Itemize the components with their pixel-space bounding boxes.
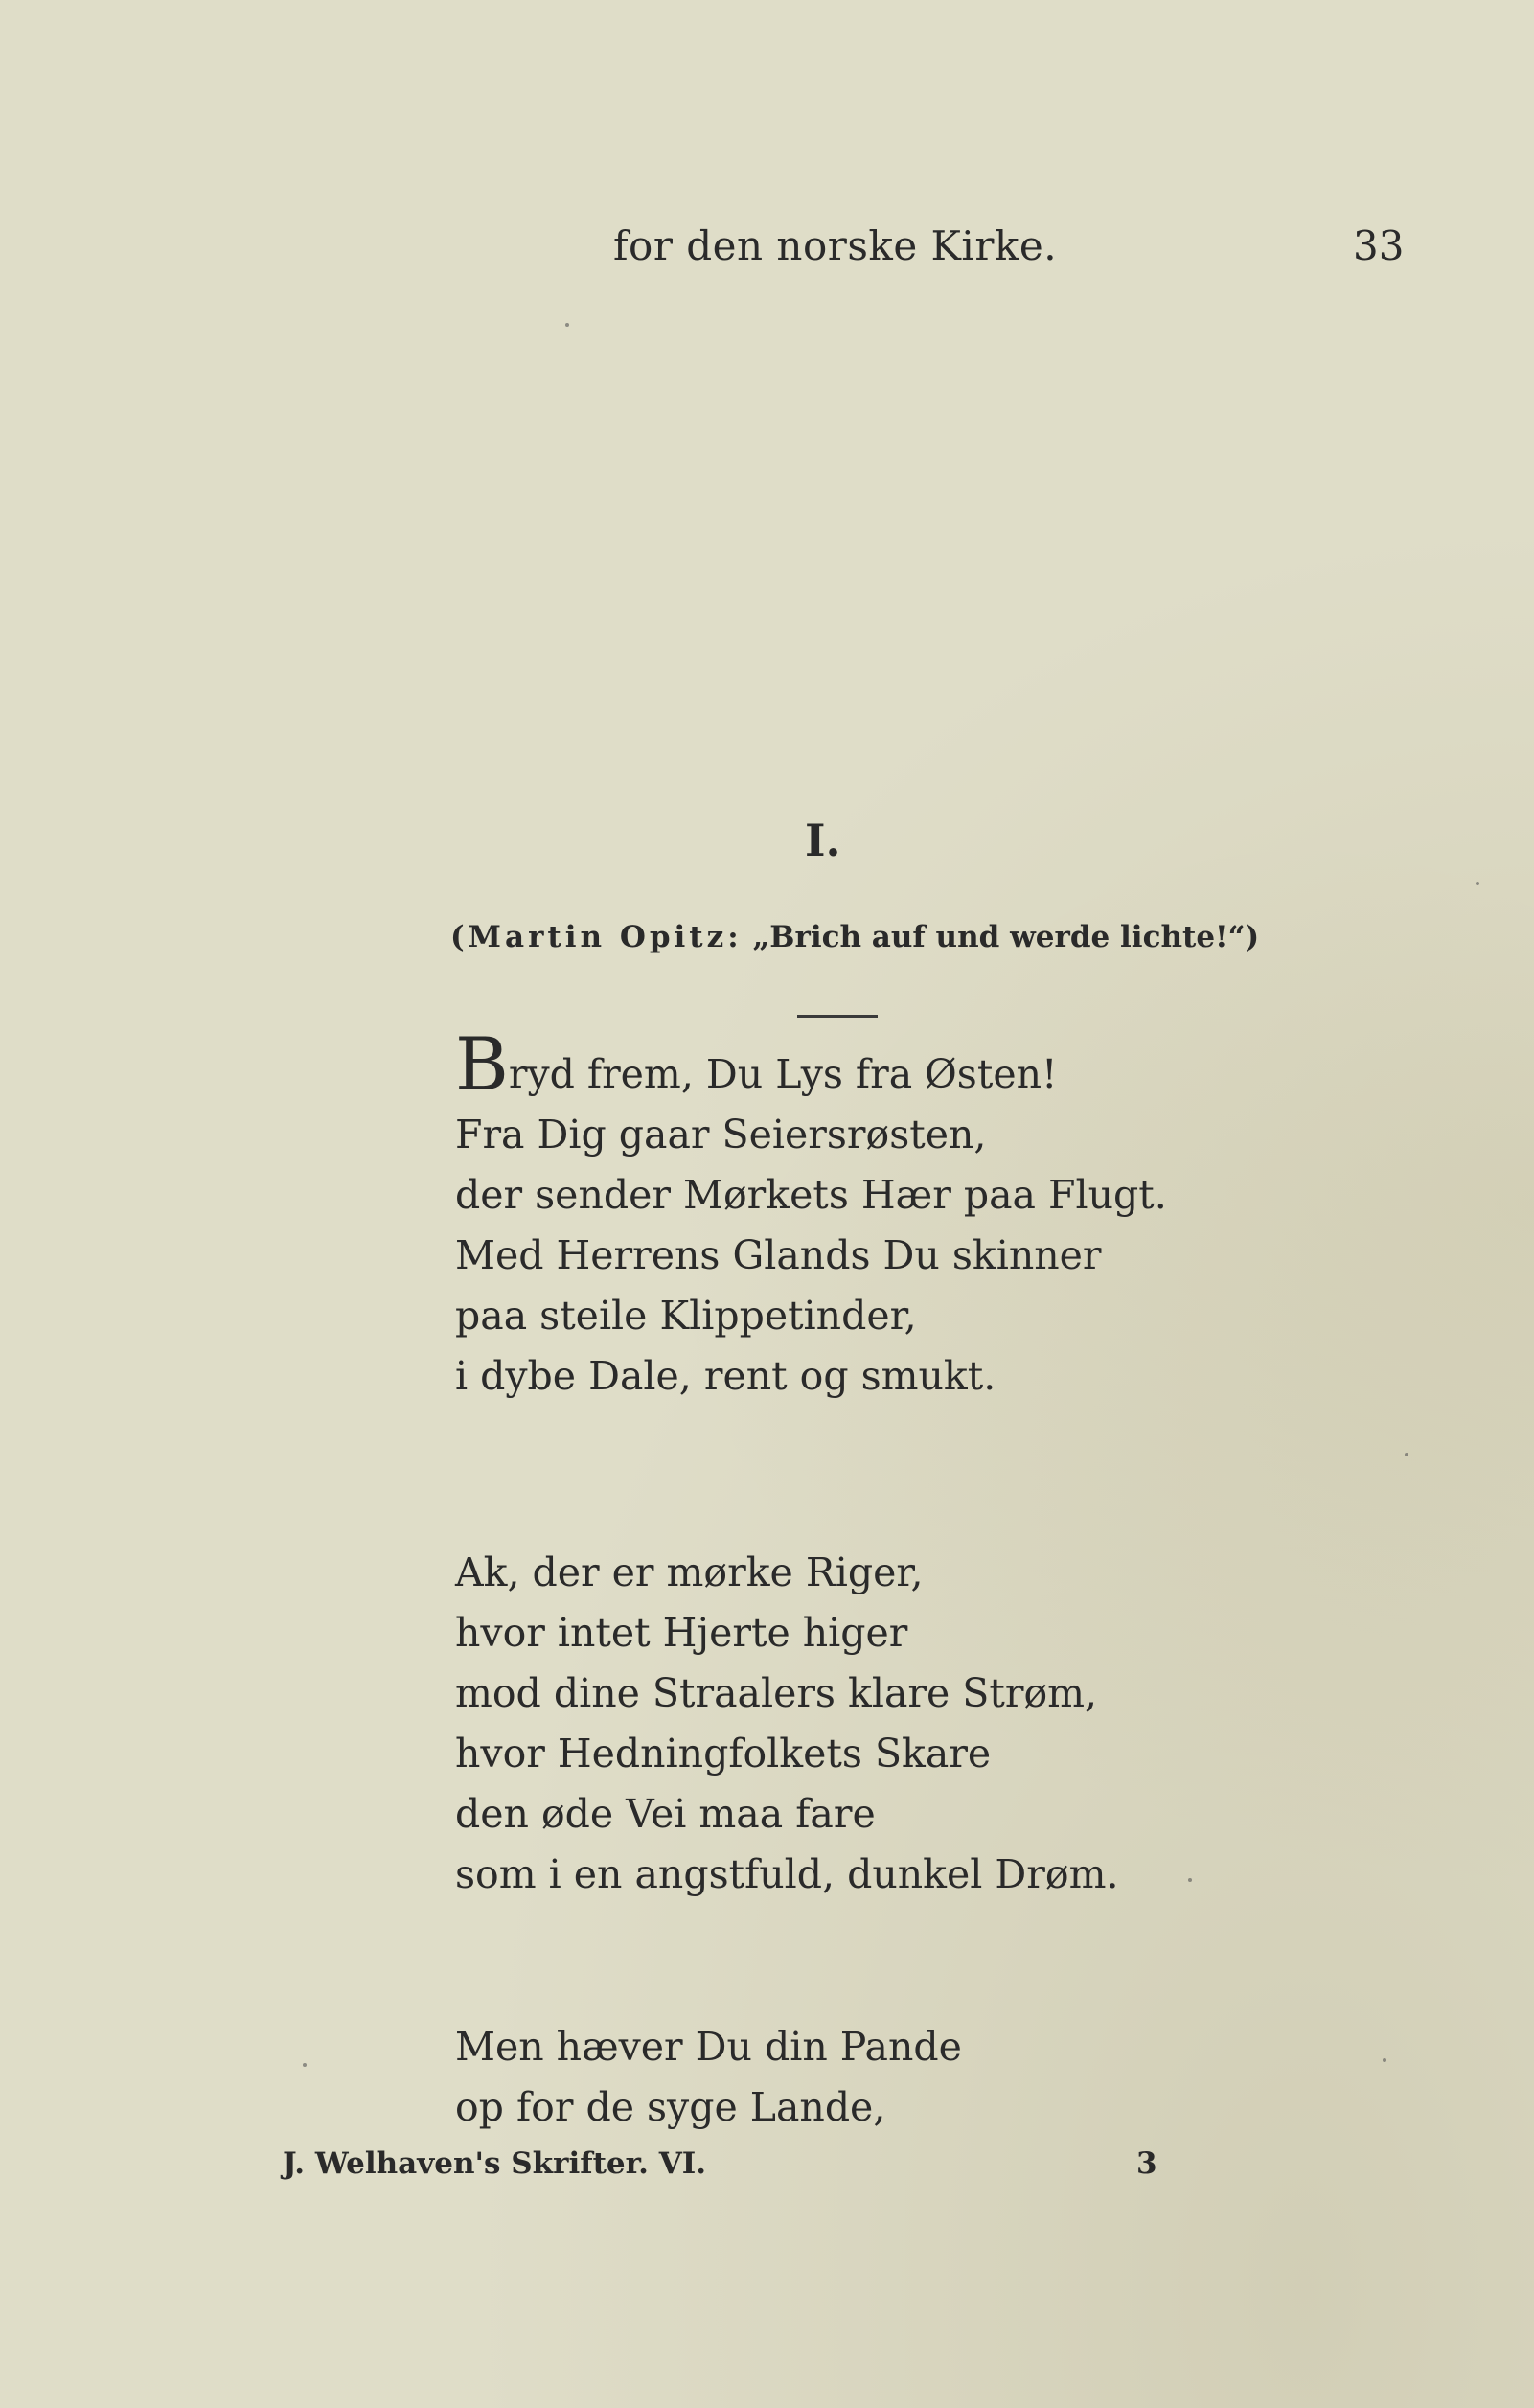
poem-line: Fra Dig gaar Seiersrøsten,: [455, 1112, 987, 1158]
poem-line: Men hæver Du din Pande: [455, 2024, 962, 2070]
poem-line: der sender Mørkets Hær paa Flugt.: [455, 1172, 1167, 1218]
paper-speck: [303, 2063, 307, 2067]
stanza-2: [455, 1543, 1118, 1905]
page-number: 33: [1353, 222, 1405, 269]
poem-line: op for de syge Lande,: [455, 2084, 886, 2130]
paper-speck: [1188, 1878, 1192, 1882]
poem-line: den øde Vei maa fare: [455, 1791, 876, 1837]
poem-line: paa steile Klippetinder,: [455, 1293, 917, 1339]
paper-speck: [1383, 2058, 1386, 2062]
source-author: (Martin Opitz:: [450, 920, 743, 954]
sheet-number: 3: [1136, 2146, 1157, 2181]
poem-line: som i en angstfuld, dunkel Drøm.: [455, 1851, 1119, 1897]
section-numeral: I.: [805, 814, 841, 866]
poem-line: Ak, der er mørke Riger,: [455, 1549, 924, 1595]
poem-line: hvor intet Hjerte higer: [455, 1610, 908, 1656]
first-line-text: ryd frem, Du Lys fra Østen!: [508, 1051, 1058, 1097]
source-attribution: [450, 920, 1259, 954]
stanza-1: [455, 1021, 1167, 1407]
running-header: for den norske Kirke.: [613, 222, 1058, 269]
poem-line: [455, 1021, 1167, 1107]
poem-line: hvor Hedningfolkets Skare: [455, 1731, 992, 1777]
paper-speck: [1476, 882, 1479, 885]
poem-line: mod dine Straalers klare Strøm,: [455, 1670, 1098, 1716]
drop-cap: B: [455, 1021, 509, 1107]
paper-speck: [1405, 1453, 1408, 1456]
source-title: „Brich auf und werde lichte!“): [752, 920, 1260, 954]
section-divider-rule: [797, 1015, 878, 1018]
paper-speck: [565, 323, 569, 327]
poem-line: i dybe Dale, rent og smukt.: [455, 1353, 996, 1399]
poem-line: Med Herrens Glands Du skinner: [455, 1232, 1102, 1278]
printer-signature: J. Welhaven's Skrifter. VI.: [283, 2146, 707, 2181]
stanza-3: [455, 2017, 962, 2138]
